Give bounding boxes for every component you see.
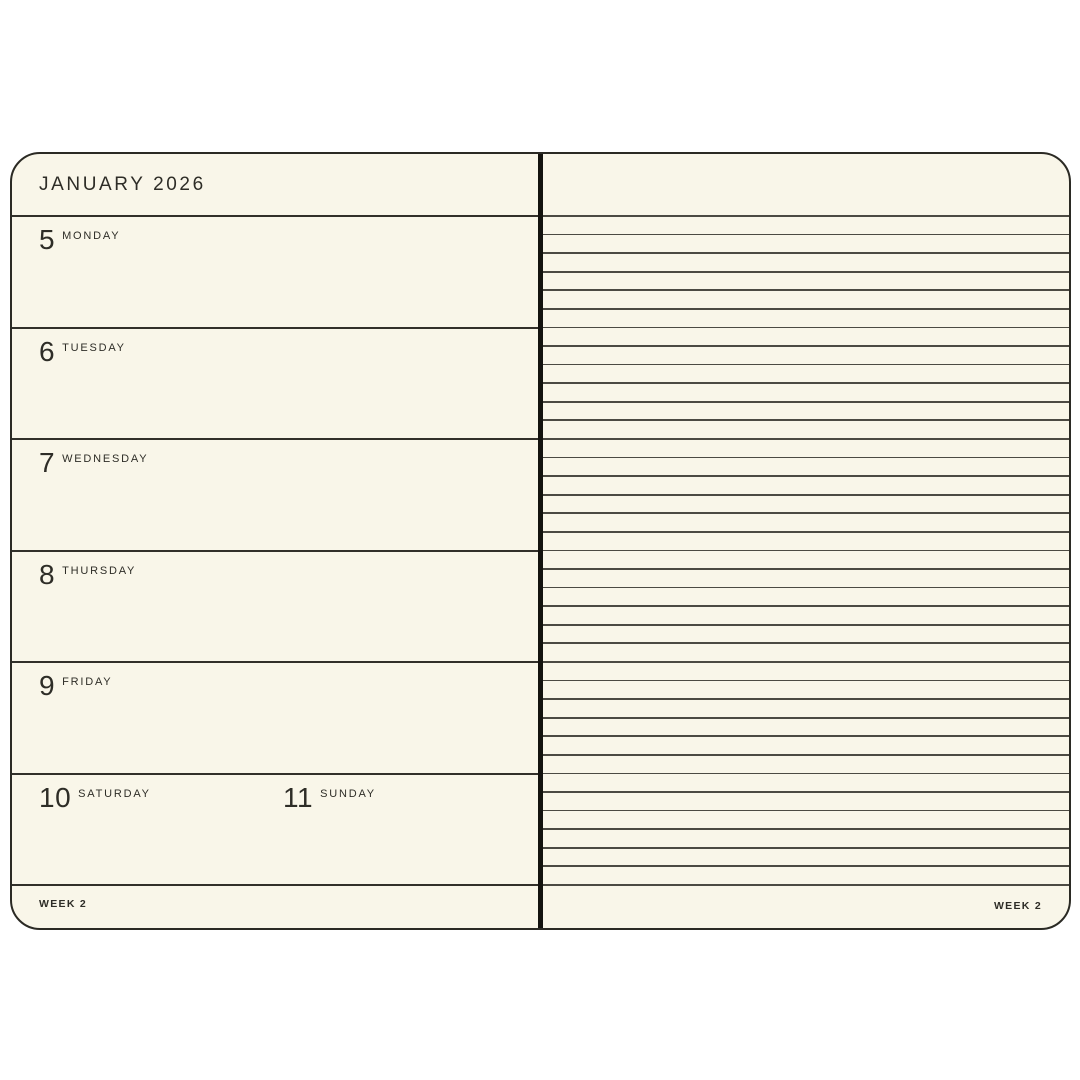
day-name: SATURDAY (78, 787, 151, 800)
day-label-friday (39, 672, 112, 700)
ruled-line (543, 252, 1069, 254)
right-page (543, 154, 1069, 928)
day-label-tuesday (39, 335, 126, 367)
ruled-line (543, 568, 1069, 570)
ruled-line (543, 865, 1069, 867)
ruled-line (543, 624, 1069, 626)
day-number: 7 (39, 447, 56, 478)
day-row-thursday (12, 552, 538, 664)
ruled-line (543, 661, 1069, 663)
day-row-tuesday (12, 329, 538, 441)
day-row-monday (12, 217, 538, 329)
month-header (12, 154, 538, 217)
day-label-saturday (39, 781, 151, 813)
day-label-monday (39, 226, 120, 254)
ruled-line (543, 717, 1069, 719)
ruled-line (543, 512, 1069, 514)
ruled-line (543, 828, 1069, 830)
day-label-sunday (283, 781, 376, 813)
day-number: 6 (39, 335, 56, 367)
day-name: WEDNESDAY (62, 453, 149, 465)
ruled-line (543, 457, 1069, 459)
day-name: SUNDAY (320, 787, 376, 800)
ruled-line (543, 271, 1069, 273)
day-label-thursday (39, 558, 137, 590)
day-number: 9 (39, 670, 56, 701)
week-label-left: WEEK 2 (39, 898, 88, 910)
day-row-friday (12, 663, 538, 775)
ruled-line (543, 587, 1069, 589)
ruled-line (543, 531, 1069, 533)
ruled-line (543, 345, 1069, 347)
day-name: TUESDAY (62, 341, 126, 354)
ruled-line (543, 847, 1069, 849)
ruled-line (543, 289, 1069, 291)
ruled-line (543, 215, 1069, 217)
ruled-line (543, 308, 1069, 310)
ruled-line (543, 735, 1069, 737)
ruled-line (543, 475, 1069, 477)
ruled-line (543, 642, 1069, 644)
ruled-line (543, 680, 1069, 682)
ruled-line (543, 698, 1069, 700)
day-name: FRIDAY (62, 676, 113, 688)
ruled-line (543, 791, 1069, 793)
day-row-wednesday (12, 440, 538, 552)
day-number: 11 (283, 781, 314, 813)
day-number: 10 (39, 781, 72, 813)
ruled-line (543, 884, 1069, 886)
day-row-weekend (12, 775, 538, 887)
ruled-line (543, 605, 1069, 607)
ruled-line (543, 234, 1069, 236)
ruled-line (543, 550, 1069, 552)
ruled-line (543, 810, 1069, 812)
ruled-line (543, 438, 1069, 440)
ruled-line (543, 754, 1069, 756)
ruled-line (543, 419, 1069, 421)
ruled-line (543, 382, 1069, 384)
ruled-line (543, 494, 1069, 496)
day-name: THURSDAY (62, 564, 137, 577)
ruled-line (543, 327, 1069, 329)
day-label-wednesday (39, 449, 148, 477)
planner-spread (10, 152, 1071, 930)
day-number: 5 (39, 224, 56, 255)
left-page (12, 154, 538, 928)
day-number: 8 (39, 558, 56, 590)
ruled-line (543, 401, 1069, 403)
ruled-line (543, 773, 1069, 775)
left-footer (12, 886, 538, 928)
month-title: JANUARY 2026 (39, 173, 206, 195)
week-label-right: WEEK 2 (993, 900, 1042, 912)
ruled-line (543, 364, 1069, 366)
day-name: MONDAY (62, 230, 121, 242)
